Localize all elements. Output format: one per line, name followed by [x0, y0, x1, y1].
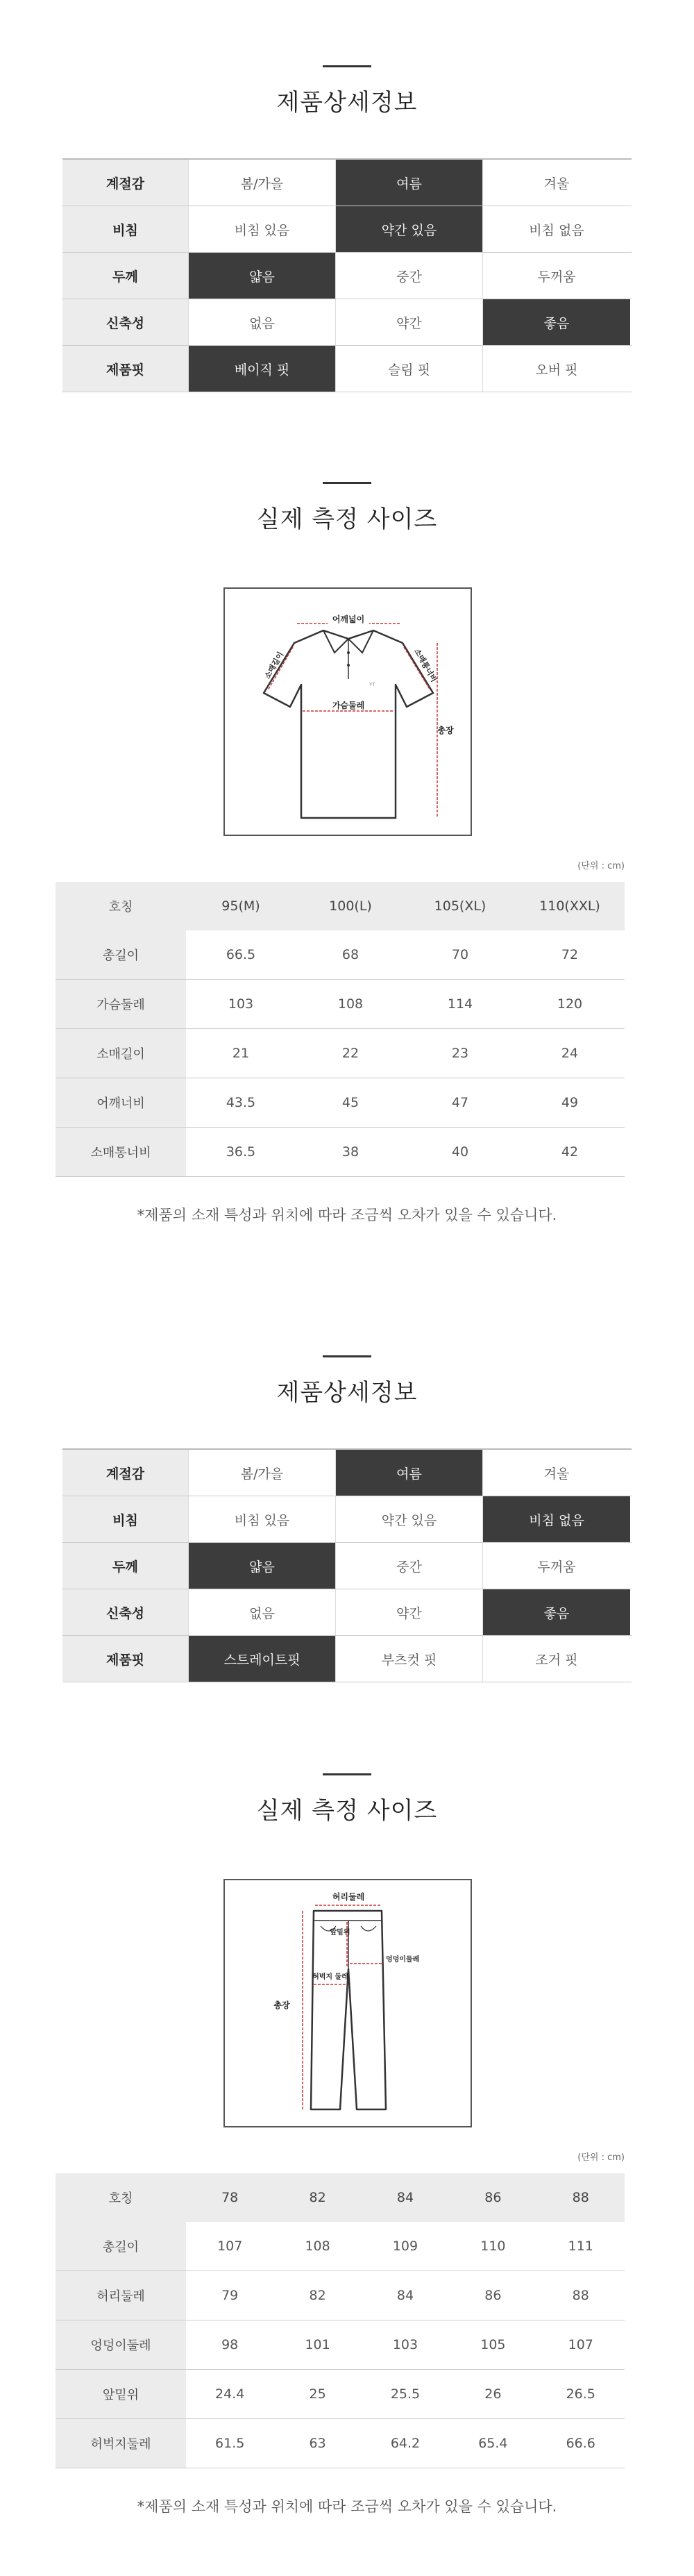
size-note: *제품의 소재 특성과 위치에 따라 조금씩 오차가 있을 수 있습니다.: [137, 2498, 557, 2515]
detail-row-label: 비침: [62, 1496, 189, 1542]
size-value-cell: 66.5: [226, 947, 256, 962]
title-divider: [323, 1773, 371, 1775]
detail-option: 비침 없음: [529, 222, 584, 238]
size-row-label: 가슴둘레: [56, 980, 186, 1028]
detail-option: 비침 있음: [189, 206, 336, 252]
size-table: [56, 882, 625, 1177]
size-row-label: 총길이: [56, 2222, 186, 2270]
waist-label: 허리둘레: [332, 1892, 365, 1902]
rise-label: 앞밑위: [330, 1929, 350, 1937]
detail-option-selected: 스트레이트핏: [189, 1636, 336, 1682]
detail-option: 오버 핏: [535, 362, 578, 378]
pants-diagram: [225, 1880, 471, 2126]
size-value-cell: 103: [228, 996, 254, 1012]
size-value-cell: 103: [392, 2337, 418, 2352]
detail-row: [62, 253, 632, 299]
size-row-label: 총길이: [56, 930, 186, 979]
size-value-cell: 88: [572, 2288, 589, 2303]
pants-measure-figure: [223, 1879, 472, 2127]
detail-option-selected: 좋음: [483, 299, 630, 345]
detail-option: 중간: [336, 253, 483, 299]
size-table-row: [56, 930, 625, 980]
size-value-cell: 47: [451, 1095, 469, 1110]
detail-row: [62, 1496, 632, 1543]
size-table-row: [56, 2222, 625, 2271]
title-divider: [323, 1355, 371, 1357]
size-header-cell: 78: [221, 2190, 239, 2205]
detail-option: 두꺼움: [537, 269, 576, 285]
detail-option: 봄/가을: [189, 1450, 336, 1496]
size-table-row: [56, 1029, 625, 1078]
detail-option-selected: 좋음: [483, 1589, 630, 1635]
size-value-cell: 61.5: [215, 2436, 245, 2451]
size-value-cell: 98: [221, 2337, 239, 2352]
size-value-cell: 38: [341, 1144, 359, 1160]
size-value-cell: 101: [305, 2337, 330, 2352]
size-value-cell: 108: [305, 2239, 330, 2254]
size-table-header: [56, 2173, 625, 2222]
size-row-label: 엉덩이둘레: [56, 2320, 186, 2369]
size-value-cell: 120: [557, 996, 583, 1012]
size-row-label: 소매통너비: [56, 1128, 186, 1176]
size-value-cell: 110: [480, 2239, 506, 2254]
detail-option: 약간: [336, 1589, 483, 1635]
shirt-measure-figure: [223, 587, 472, 836]
size-value-cell: 63: [309, 2436, 326, 2451]
detail-option: 중간: [336, 1543, 483, 1589]
size-value-cell: 79: [221, 2288, 239, 2303]
size-value-cell: 86: [484, 2288, 502, 2303]
section-title: 제품상세정보: [276, 1379, 418, 1407]
size-header-cell: 88: [572, 2190, 589, 2205]
size-value-cell: 82: [309, 2288, 326, 2303]
detail-option: 비침 있음: [189, 1496, 336, 1542]
unit-label: (단위 : cm): [577, 2152, 625, 2163]
size-header-label: 호칭: [108, 900, 133, 914]
sleeve-width-label: 소매통너비: [412, 646, 439, 684]
size-header-label: 호칭: [108, 2191, 133, 2206]
size-value-cell: 114: [447, 996, 473, 1012]
size-value-cell: 109: [392, 2239, 418, 2254]
size-value-cell: 107: [217, 2239, 243, 2254]
size-table-row: [56, 2271, 625, 2320]
detail-option-selected: 여름: [336, 1450, 483, 1496]
size-value-cell: 65.4: [478, 2436, 508, 2451]
size-value-cell: 72: [561, 947, 579, 962]
title-divider: [323, 482, 371, 484]
size-value-cell: 105: [480, 2337, 506, 2352]
size-header-cell: 100(L): [329, 898, 372, 914]
unit-label: (단위 : cm): [577, 861, 625, 871]
detail-row: [62, 346, 632, 392]
size-header-cell: 86: [484, 2190, 502, 2205]
size-value-cell: 26: [484, 2386, 502, 2402]
size-value-cell: 24.4: [215, 2386, 245, 2402]
detail-row: [62, 1589, 632, 1636]
detail-option: 겨울: [543, 176, 570, 192]
detail-row-label: 계절감: [62, 1450, 189, 1496]
size-table: [56, 2173, 625, 2468]
size-header-cell: 84: [396, 2190, 414, 2205]
detail-option: 슬림 핏: [336, 346, 483, 392]
size-value-cell: 64.2: [390, 2436, 421, 2451]
detail-option: 약간 있음: [336, 1496, 483, 1542]
product-detail-table: [62, 158, 632, 392]
detail-row-label: 두께: [62, 253, 189, 299]
size-value-cell: 111: [568, 2239, 593, 2254]
size-table-row: [56, 2370, 625, 2419]
size-value-cell: 84: [396, 2288, 414, 2303]
svg-text:YT: YT: [369, 682, 375, 687]
size-value-cell: 42: [561, 1144, 579, 1160]
size-row-label: 어깨너비: [56, 1078, 186, 1127]
size-value-cell: 107: [568, 2337, 593, 2352]
chest-label: 가슴둘레: [332, 701, 365, 710]
size-header-cell: 95(M): [221, 898, 260, 914]
section-title: 실제 측정 사이즈: [256, 505, 438, 533]
size-table-row: [56, 1078, 625, 1128]
detail-option-selected: 베이직 핏: [189, 346, 336, 392]
size-value-cell: 49: [561, 1095, 579, 1110]
size-value-cell: 21: [232, 1046, 250, 1061]
detail-option: 없음: [189, 1589, 336, 1635]
detail-option-selected: 비침 없음: [483, 1496, 630, 1542]
size-table-row: [56, 2320, 625, 2370]
detail-option: 겨울: [543, 1466, 570, 1482]
size-header-cell: 105(XL): [434, 898, 486, 914]
detail-row-label: 신축성: [62, 1589, 189, 1635]
detail-option: 봄/가을: [189, 160, 336, 206]
shirt-diagram: [225, 589, 471, 835]
size-table-header: [56, 882, 625, 930]
section-title: 제품상세정보: [276, 89, 418, 117]
size-value-cell: 25.5: [390, 2386, 421, 2402]
detail-row-label: 계절감: [62, 160, 189, 206]
size-value-cell: 22: [341, 1046, 359, 1061]
length-label: 총장: [437, 726, 454, 735]
size-value-cell: 26.5: [566, 2386, 595, 2402]
detail-option-selected: 얇음: [189, 1543, 336, 1589]
detail-row: [62, 1543, 632, 1589]
size-value-cell: 108: [337, 996, 364, 1012]
size-value-cell: 23: [451, 1046, 469, 1061]
size-value-cell: 40: [451, 1144, 469, 1160]
length-label: 총장: [273, 2000, 290, 2010]
detail-row-label: 비침: [62, 206, 189, 252]
detail-option-selected: 여름: [336, 160, 483, 206]
size-value-cell: 43.5: [226, 1095, 256, 1110]
size-value-cell: 70: [451, 947, 469, 962]
detail-row-label: 제품핏: [62, 346, 189, 392]
size-value-cell: 68: [341, 947, 359, 962]
detail-row: [62, 160, 632, 206]
size-row-label: 소매길이: [56, 1029, 186, 1078]
size-row-label: 허벅지둘레: [56, 2419, 186, 2468]
detail-option: 약간: [336, 299, 483, 345]
size-table-row: [56, 980, 625, 1029]
detail-row: [62, 206, 632, 253]
hip-label: 엉덩이둘레: [386, 1956, 420, 1964]
detail-option: 없음: [189, 299, 336, 345]
size-value-cell: 45: [341, 1095, 359, 1110]
detail-option: 조거 핏: [535, 1652, 578, 1668]
size-table-row: [56, 2419, 625, 2468]
detail-row-label: 신축성: [62, 299, 189, 345]
size-table-row: [56, 1128, 625, 1177]
detail-option: 부츠컷 핏: [336, 1636, 483, 1682]
product-detail-table: [62, 1448, 632, 1682]
size-value-cell: 24: [561, 1046, 579, 1061]
thigh-label: 허벅지 둘레: [312, 1973, 348, 1981]
size-row-label: 허리둘레: [56, 2271, 186, 2320]
detail-row: [62, 299, 632, 346]
size-value-cell: 36.5: [226, 1144, 256, 1160]
detail-row: [62, 1450, 632, 1496]
size-value-cell: 66.6: [566, 2436, 595, 2451]
detail-row-label: 두께: [62, 1543, 189, 1589]
shoulder-label: 어깨넓이: [332, 614, 365, 624]
size-header-cell: 82: [309, 2190, 326, 2205]
detail-row-label: 제품핏: [62, 1636, 189, 1682]
size-note: *제품의 소재 특성과 위치에 따라 조금씩 오차가 있을 수 있습니다.: [137, 1207, 557, 1223]
detail-option-selected: 얇음: [189, 253, 336, 299]
title-divider: [323, 65, 371, 67]
size-row-label: 앞밑위: [56, 2370, 186, 2418]
sleeve-length-label: 소매길이: [262, 650, 286, 680]
size-header-cell: 110(XXL): [539, 898, 600, 914]
size-value-cell: 25: [309, 2386, 326, 2402]
detail-option-selected: 약간 있음: [336, 206, 483, 252]
section-title: 실제 측정 사이즈: [256, 1797, 438, 1825]
detail-row: [62, 1636, 632, 1682]
detail-option: 두꺼움: [537, 1559, 576, 1575]
